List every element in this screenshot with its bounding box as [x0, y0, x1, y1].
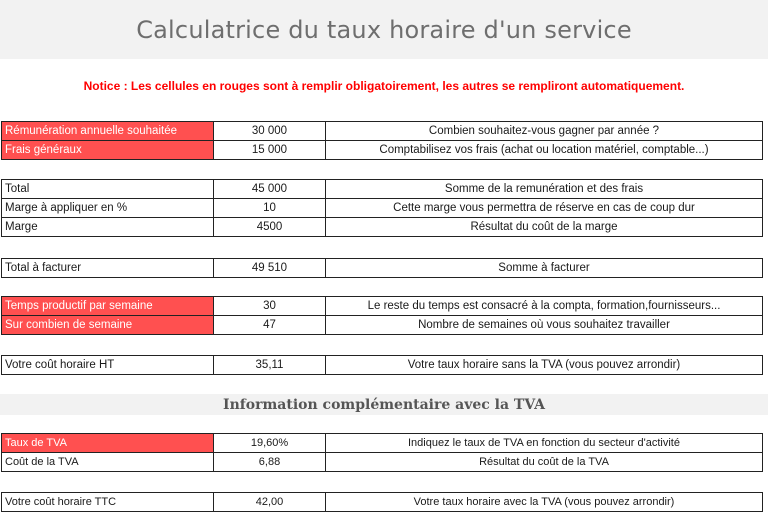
label-marge: Marge	[2, 218, 214, 237]
label-nombre-semaines: Sur combien de semaine	[2, 316, 214, 335]
inputs-table	[1, 121, 763, 160]
invoice-table	[1, 258, 763, 278]
table-row	[2, 122, 763, 141]
label-temps-productif: Temps productif par semaine	[2, 297, 214, 316]
frais-generaux-description: Comptabilisez vos frais (achat ou location matériel, comptable...)	[326, 141, 763, 160]
total-value[interactable]: 45 000	[214, 180, 326, 199]
cout-horaire-ht-description: Votre taux horaire sans la TVA (vous pouvez arrondir)	[326, 356, 763, 375]
label-cout-tva: Coût de la TVA	[2, 453, 214, 472]
table-row	[2, 316, 763, 335]
label-taux-tva: Taux de TVA	[2, 434, 214, 453]
table-row	[2, 493, 763, 512]
table-row	[2, 180, 763, 199]
total-a-facturer-description: Somme à facturer	[326, 259, 763, 278]
time-table	[1, 296, 763, 335]
label-remuneration: Rémunération annuelle souhaitée	[2, 122, 214, 141]
total-description: Somme de la remunération et des frais	[326, 180, 763, 199]
marge-value[interactable]: 4500	[214, 218, 326, 237]
cout-horaire-ttc-description: Votre taux horaire avec la TVA (vous pouvez arrondir)	[326, 493, 763, 512]
hourly-ht-table	[1, 355, 763, 375]
temps-productif-input[interactable]: 30	[214, 297, 326, 316]
table-row	[2, 259, 763, 278]
label-total: Total	[2, 180, 214, 199]
cout-horaire-ht-value[interactable]: 35,11	[214, 356, 326, 375]
table-row	[2, 356, 763, 375]
table-row	[2, 453, 763, 472]
page-title: Calculatrice du taux horaire d'un service	[136, 15, 632, 44]
table-row	[2, 434, 763, 453]
cout-horaire-ttc-value[interactable]: 42,00	[214, 493, 326, 512]
label-marge-pourcent: Marge à appliquer en %	[2, 199, 214, 218]
notice-text: Notice : Les cellules en rouges sont à remplir obligatoirement, les autres se rempliront automatiquement.	[83, 79, 685, 93]
remuneration-description: Combien souhaitez-vous gagner par année ?	[326, 122, 763, 141]
nombre-semaines-input[interactable]: 47	[214, 316, 326, 335]
title-banner	[0, 0, 768, 59]
marge-pourcent-input[interactable]: 10	[214, 199, 326, 218]
nombre-semaines-description: Nombre de semaines où vous souhaitez travailler	[326, 316, 763, 335]
frais-generaux-input[interactable]: 15 000	[214, 141, 326, 160]
marge-pourcent-description: Cette marge vous permettra de réserve en cas de coup dur	[326, 199, 763, 218]
taux-tva-description: Indiquez le taux de TVA en fonction du secteur d'activité	[326, 434, 763, 453]
hourly-ttc-table	[1, 492, 763, 512]
taux-tva-input[interactable]: 19,60%	[214, 434, 326, 453]
cout-tva-value[interactable]: 6,88	[214, 453, 326, 472]
cout-tva-description: Résultat du coût de la TVA	[326, 453, 763, 472]
table-row	[2, 141, 763, 160]
table-row	[2, 297, 763, 316]
tva-section-banner	[0, 394, 768, 415]
table-row	[2, 199, 763, 218]
table-row	[2, 218, 763, 237]
label-cout-horaire-ttc: Votre coût horaire TTC	[2, 493, 214, 512]
tva-table	[1, 433, 763, 472]
tva-section-title: Information complémentaire avec la TVA	[223, 396, 545, 413]
temps-productif-description: Le reste du temps est consacré à la compta, formation,fournisseurs...	[326, 297, 763, 316]
marge-description: Résultat du coût de la marge	[326, 218, 763, 237]
total-a-facturer-value[interactable]: 49 510	[214, 259, 326, 278]
label-cout-horaire-ht: Votre coût horaire HT	[2, 356, 214, 375]
label-frais-generaux: Frais généraux	[2, 141, 214, 160]
totals-table	[1, 179, 763, 237]
remuneration-input[interactable]: 30 000	[214, 122, 326, 141]
label-total-a-facturer: Total à facturer	[2, 259, 214, 278]
